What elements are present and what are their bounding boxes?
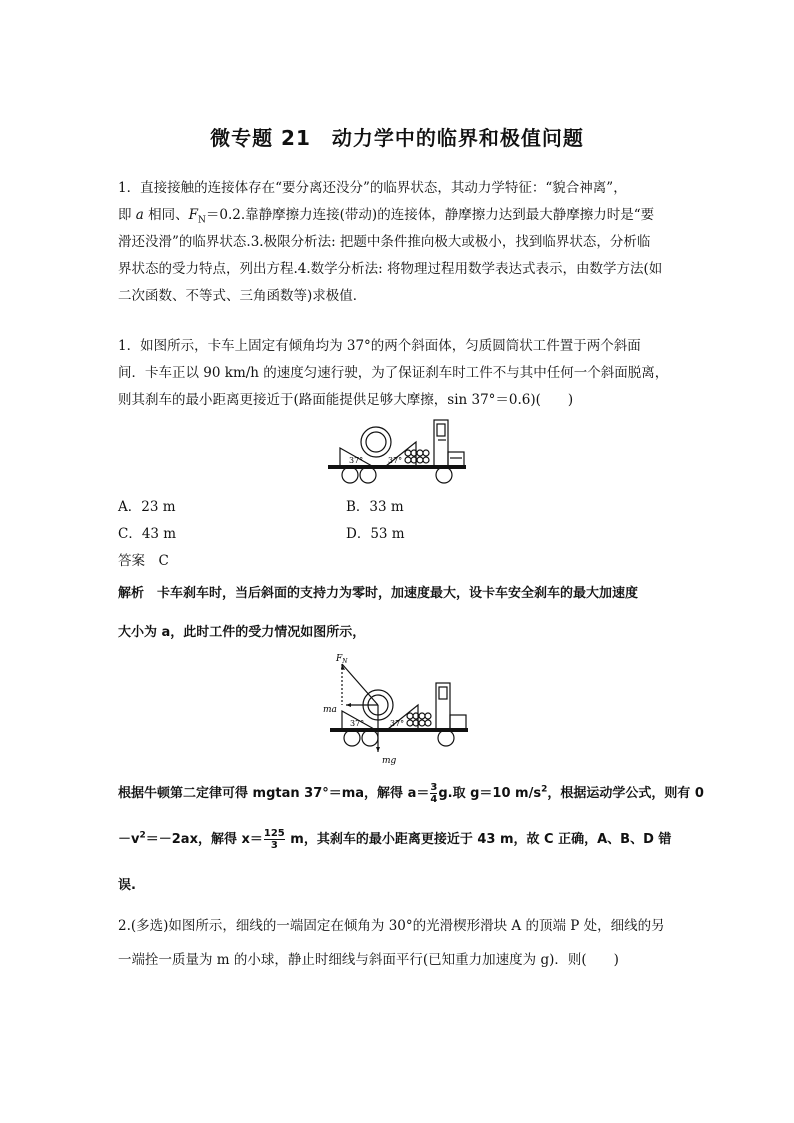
- equation-line-2: [118, 828, 678, 851]
- intro-line-2: [118, 203, 678, 226]
- angle-label-front: 37°: [390, 719, 405, 728]
- fraction-3-4: [430, 782, 437, 805]
- intro-text: 即: [118, 207, 136, 223]
- subscript-N: N: [198, 215, 206, 226]
- q2-line-2: 一端拴一质量为 m 的小球，静止时细线与斜面平行(已知重力加速度为 g)．则( ): [118, 952, 619, 968]
- arrowhead: [376, 747, 380, 752]
- wheel-front: [438, 730, 454, 746]
- q1-line-3: 则其刹车的最小距离更接近于(路面能提供足够大摩擦，sin 37°＝0.6)( ): [118, 392, 574, 408]
- angle-label-front: 37°: [388, 456, 403, 465]
- fraction-125-3: [264, 828, 285, 851]
- var-F: F: [188, 207, 199, 223]
- var-a: a: [135, 207, 144, 223]
- fn-label: $F_N$: [336, 654, 348, 665]
- ma-label: ma: [323, 705, 337, 715]
- eq-text: 根据牛顿第二定律可得 mgtan 37°＝ma，解得 a＝: [118, 786, 430, 801]
- cab-window: [439, 687, 447, 699]
- intro-text: 相同、: [143, 207, 189, 223]
- cab-front: [448, 452, 464, 466]
- option-b: B．33 m: [346, 499, 404, 515]
- option-c: C．43 m: [118, 526, 177, 542]
- angle-label-rear: 37°: [349, 456, 364, 465]
- solution-line-1: 解析 卡车刹车时，当后斜面的支持力为零时，加速度最大，设卡车安全刹车的最大加速度: [118, 586, 639, 601]
- cab-front: [450, 715, 466, 729]
- cab-window: [437, 424, 445, 436]
- q1-line-2: 间．卡车正以 90 km/h 的速度匀速行驶，为了保证刹车时工件不与其中任何一个斜面脱离，: [118, 365, 669, 381]
- eq-text: －v: [118, 832, 140, 847]
- wheel-rear-2: [362, 730, 378, 746]
- numerator: 3: [430, 782, 438, 793]
- option-a: A．23 m: [118, 499, 176, 515]
- intro-line-4: 界状态的受力特点，列出方程.4.数学分析法: 将物理过程用数学表达式表示，由数学方法(如: [118, 261, 663, 277]
- angle-label-rear: 37°: [350, 719, 365, 728]
- eq-text: m，其刹车的最小距离更接近于 43 m，故 C 正确，A、B、D 错: [285, 832, 672, 847]
- superscript: 2: [541, 784, 548, 795]
- answer: 答案 C: [118, 553, 169, 569]
- denominator: 4: [430, 794, 438, 805]
- page-title: 微专题 21 动力学中的临界和极值问题: [210, 126, 584, 150]
- cargo-pipes: [407, 713, 431, 726]
- superscript: 2: [139, 830, 146, 841]
- denominator: 3: [264, 839, 285, 851]
- intro-line-1: 1．直接接触的连接体存在“要分离还没分”的临界状态，其动力学特征：“貌合神离”，: [118, 180, 627, 196]
- normal-force-arrow: [342, 664, 378, 705]
- eq-text: ＝－2ax，解得 x＝: [145, 832, 263, 847]
- wheel-rear-1: [342, 467, 358, 483]
- cylinder-inner: [366, 432, 386, 452]
- equation-line-3: 误.: [118, 878, 136, 893]
- eq-text: g.取 g＝10 m/s: [438, 786, 542, 801]
- q1-line-1: 1．如图所示，卡车上固定有倾角均为 37°的两个斜面体，匀质圆筒状工件置于两个斜面: [118, 338, 641, 354]
- intro-text: ＝0.2.靠静摩擦力连接(带动)的连接体，静摩擦力达到最大静摩擦力时是“要: [205, 207, 655, 223]
- wheel-rear-1: [344, 730, 360, 746]
- wheel-front: [436, 467, 452, 483]
- force-figure: [320, 652, 470, 767]
- truck-bed: [328, 465, 466, 469]
- arrowhead: [346, 703, 351, 707]
- equation-line-1: [118, 782, 704, 805]
- cargo-pipes: [405, 450, 429, 463]
- mg-label: mg: [382, 756, 397, 766]
- intro-line-3: 滑还没滑”的临界状态.3.极限分析法: 把题中条件推向极大或极小，找到临界状态，分析临: [118, 234, 651, 250]
- q2-line-1: 2.(多选)如图所示，细线的一端固定在倾角为 30°的光滑楔形滑块 A 的顶端 P 处，细线的另: [118, 918, 665, 934]
- numerator: 125: [263, 828, 285, 839]
- truck-figure: [326, 412, 468, 484]
- wheel-rear-2: [360, 467, 376, 483]
- solution-line-2: 大小为 a，此时工件的受力情况如图所示，: [118, 625, 366, 640]
- eq-text: ，根据运动学公式，则有 0: [547, 786, 704, 801]
- option-d: D．53 m: [346, 526, 405, 542]
- truck-bed: [330, 728, 468, 732]
- intro-line-5: 二次函数、不等式、三角函数等)求极值．: [118, 288, 367, 304]
